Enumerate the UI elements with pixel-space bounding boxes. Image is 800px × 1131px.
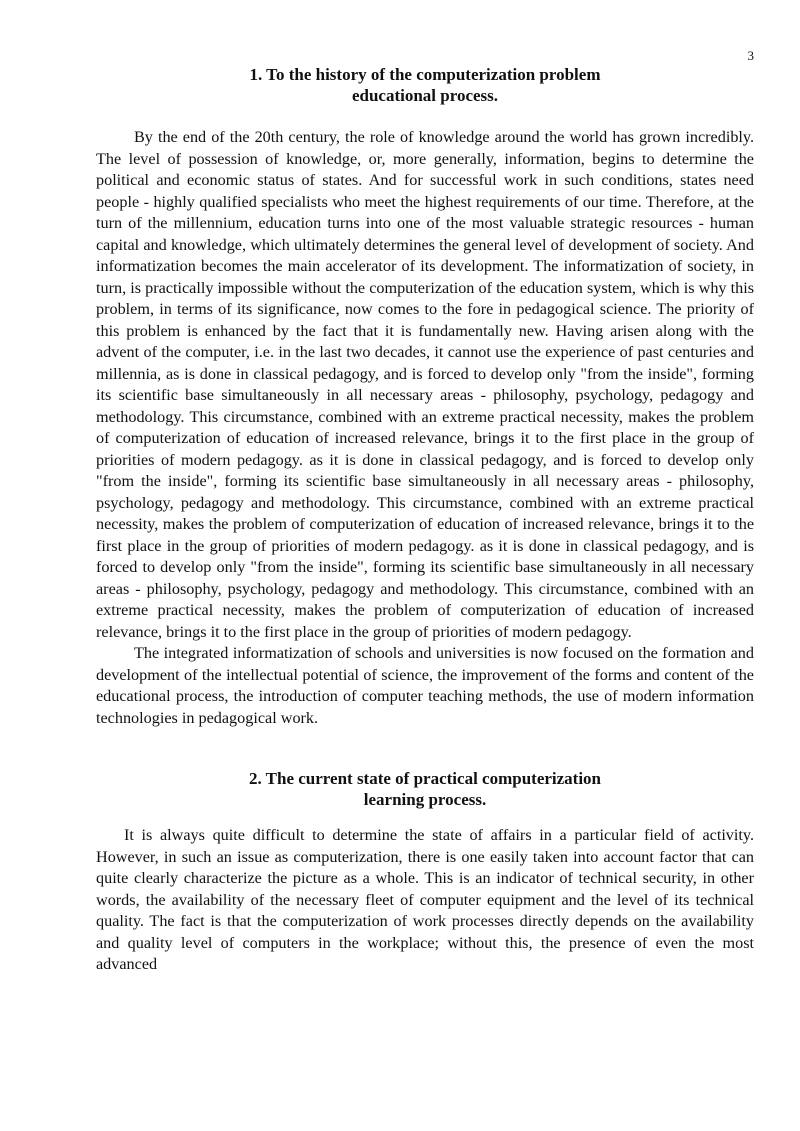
section-1-paragraph-2: The integrated informatization of schools and universities is now focused on the formation and development of the intellectual potential of science, the improvement of the forms and content of the educational process, the introduction of computer teaching methods, the use of modern information technologies in pedagogical work. xyxy=(96,644,754,727)
document-body xyxy=(96,64,754,976)
section-2-heading-line-2: learning process. xyxy=(363,790,487,809)
section-2-paragraph-1: It is always quite difficult to determine the state of affairs in a particular field of activity. However, in such an issue as computerization, there is one easily taken into account factor that can quite clearly characterize the picture as a whole. This is an indicator of technical security, in other words, the availability of the necessary fleet of computer equipment and the level of its technical quality. The fact is that the computerization of work processes directly depends on the availability and quality level of computers in the workplace; without this, the presence of even the most advanced xyxy=(96,826,754,973)
section-1-heading xyxy=(96,64,754,106)
section-2-heading-line-1: 2. The current state of practical computerization xyxy=(248,769,602,788)
section-2-heading xyxy=(96,768,754,810)
section-1-heading-line-2: educational process. xyxy=(351,86,499,105)
section-1-paragraph-1: By the end of the 20th century, the role of knowledge around the world has grown incredibly. The level of possession of knowledge, or, more generally, information, begins to determine the political and economic status of states. And for successful work in such conditions, states need people - highly qualified specialists who meet the highest requirements of our time. Therefore, at the turn of the millennium, education turns into one of the most valuable strategic resources - human capital and knowledge, which ultimately determines the general level of development of society. And informatization becomes the main accelerator of its development. The informatization of society, in turn, is practically impossible without the computerization of the education system, which is why this problem, in terms of its significance, now comes to the fore in pedagogical science. The priority of this problem is enhanced by the fact that it is fundamentally new. Having arisen along with the advent of the computer, i.e. in the last two decades, it cannot use the experience of past centuries and millennia, as is done in classical pedagogy, and is forced to develop only "from the inside", forming its scientific base simultaneously in all necessary areas - philosophy, psychology, pedagogy and methodology. This circumstance, combined with an extreme practical necessity, makes the problem of computerization of education of increased relevance, brings it to the first place in the group of priorities of modern pedagogy. as it is done in classical pedagogy, and is forced to develop only "from the inside", forming its scientific base simultaneously in all necessary areas - philosophy, psychology, pedagogy and methodology. This circumstance, combined with an extreme practical necessity, makes the problem of computerization of education of increased relevance, brings it to the first place in the group of priorities of modern pedagogy. as it is done in classical pedagogy, and is forced to develop only "from the inside", forming its scientific base simultaneously in all necessary areas - philosophy, psychology, pedagogy and methodology. This circumstance, combined with an extreme practical necessity, makes the problem of computerization of education of increased relevance, brings it to the first place in the group of priorities of modern pedagogy. xyxy=(96,128,754,641)
page-number: 3 xyxy=(747,48,754,63)
section-1-heading-line-1: 1. To the history of the computerization problem xyxy=(249,65,601,84)
